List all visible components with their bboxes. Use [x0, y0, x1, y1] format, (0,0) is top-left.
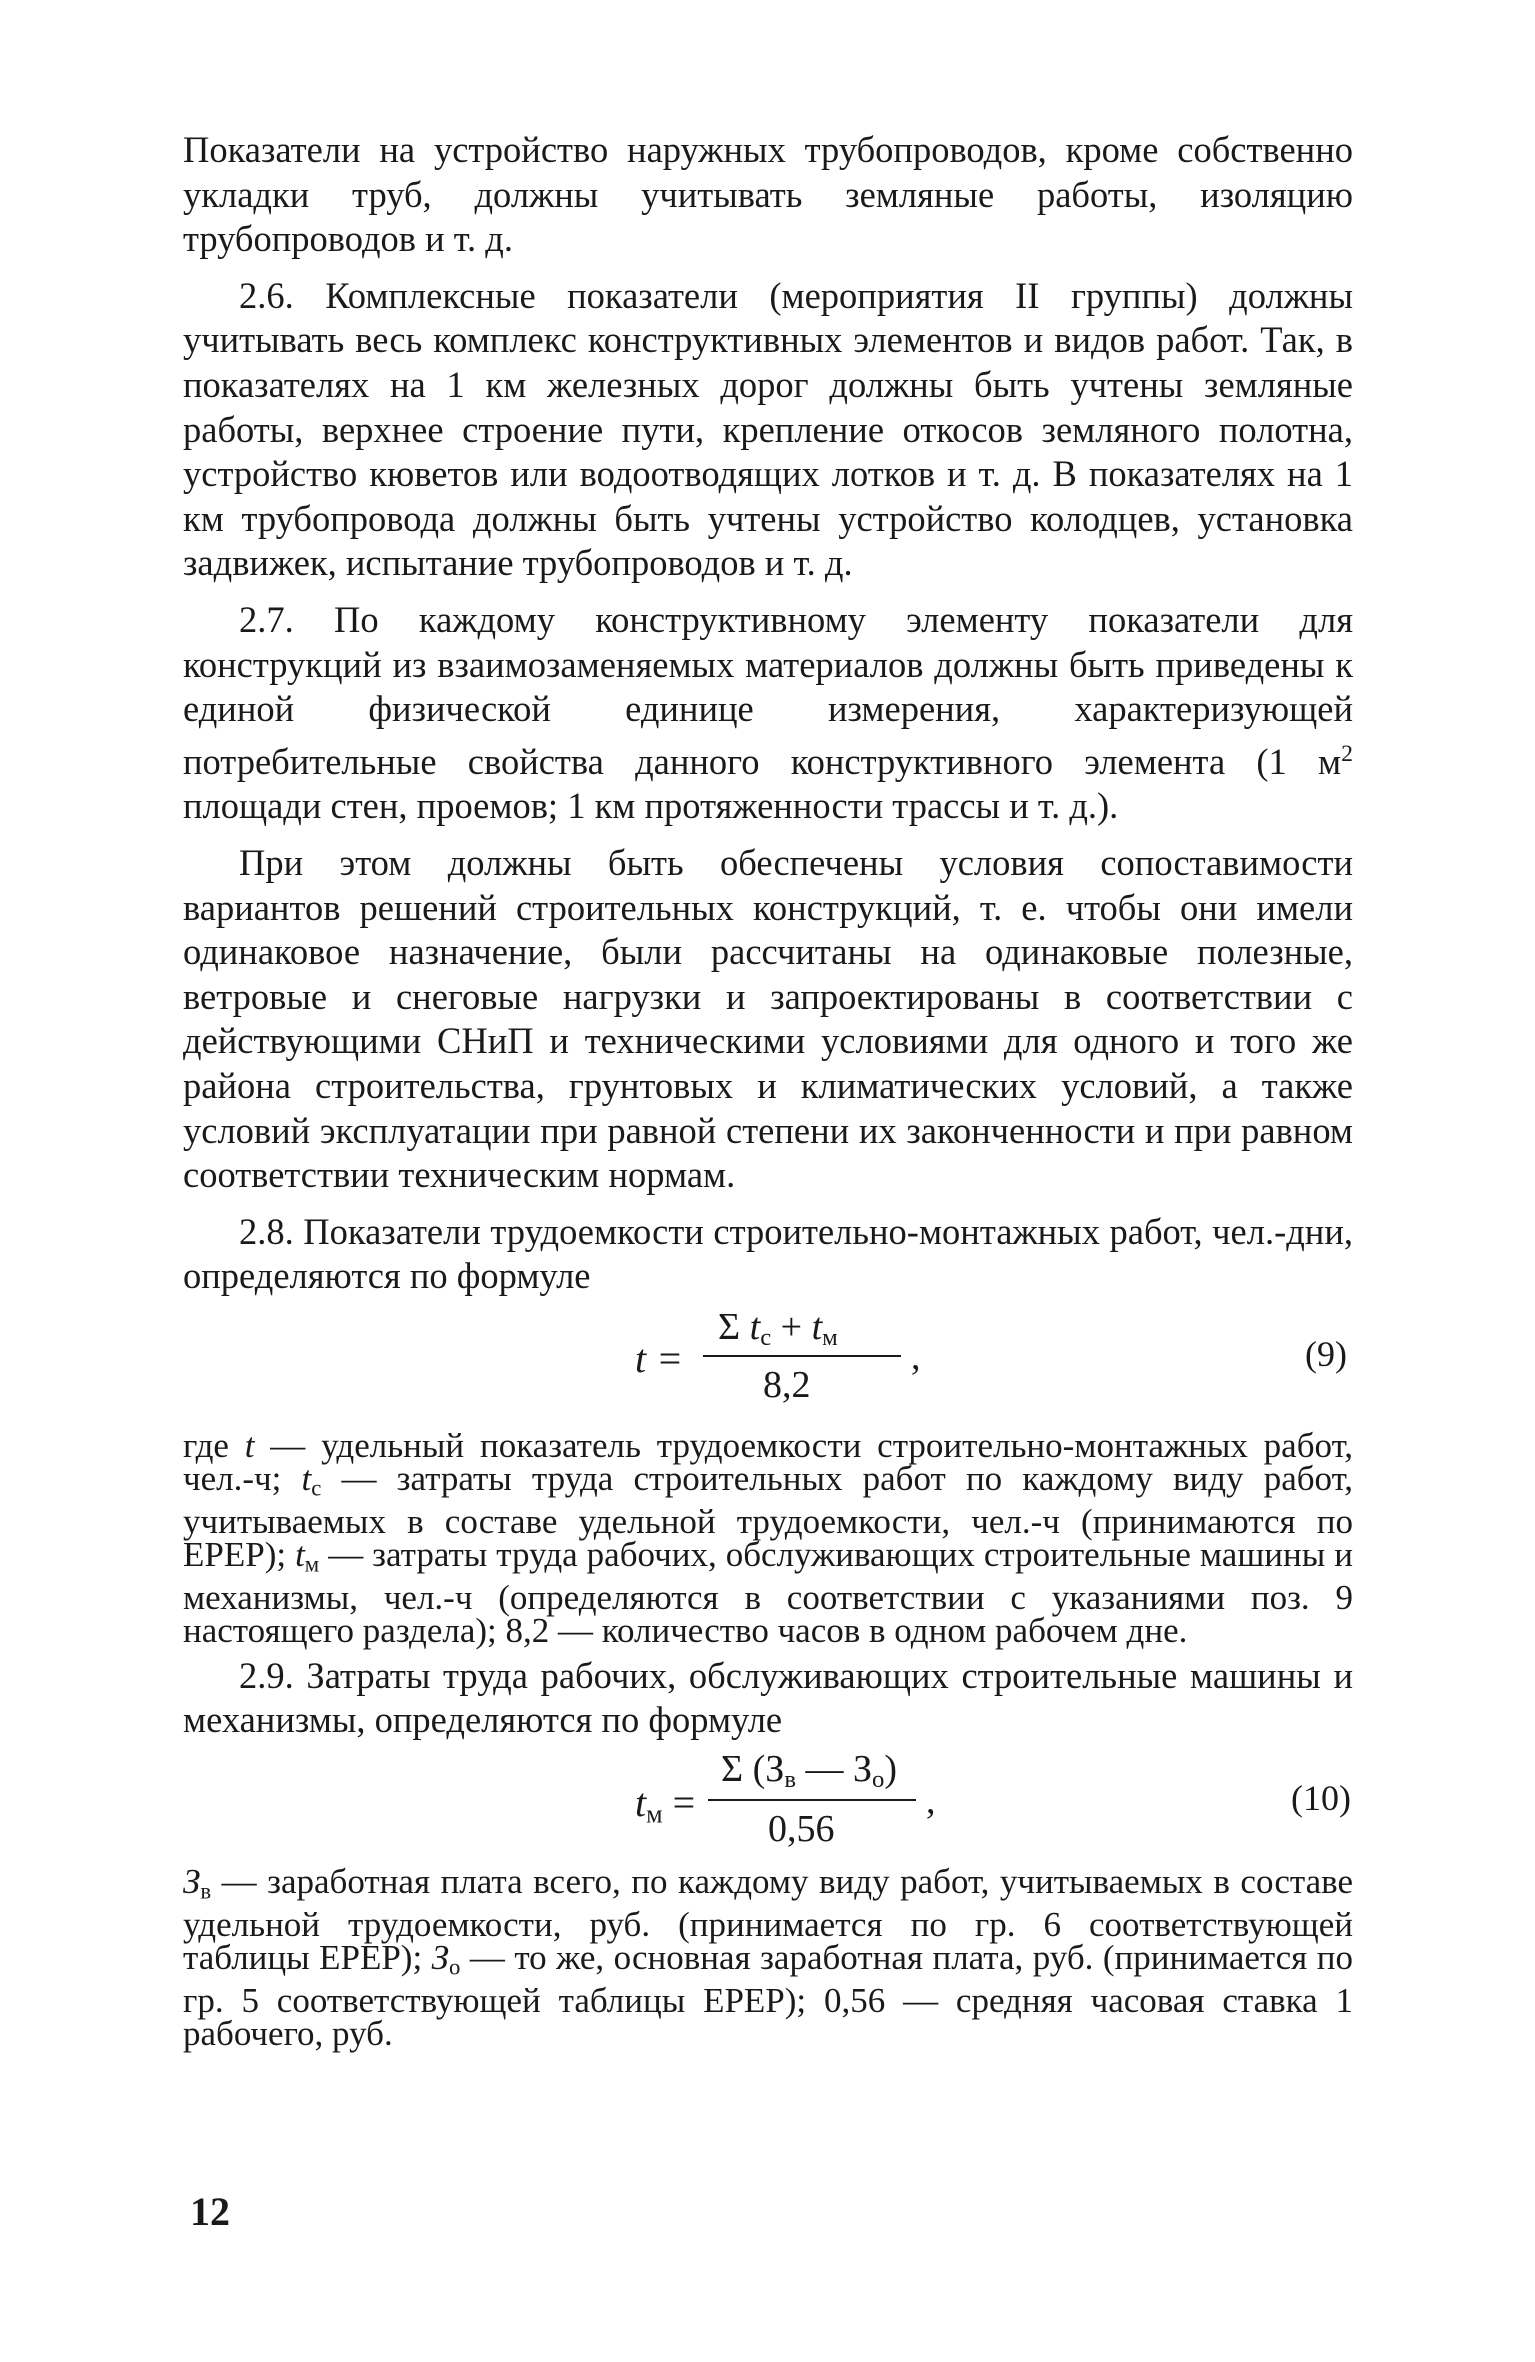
paragraph-2-9: 2.9. Затраты труда рабочих, обслуживающих строительные машины и механизмы, определяются по формуле [183, 1654, 1353, 1741]
formula-9-lhs: t = [635, 1336, 684, 1381]
formula-9-fraction-line [703, 1355, 901, 1357]
superscript-2: 2 [1341, 740, 1353, 767]
formula-9 [183, 1299, 1353, 1423]
paragraph-2-8: 2.8. Показатели трудоемкости строительно-монтажных работ, чел.-дни, определяются по формуле [183, 1210, 1353, 1297]
formula-10-explanation: $З_в$ — заработная плата всего, по каждому виду работ, учитываемых в составе удельной трудоемкости, руб. (принимается по гр. 6 соответствующей таблицы ЕРЕР); $З_о$ — то же, основная заработная плата, руб. (принимается по гр. 5 соответствующей таблицы ЕРЕР); 0,56 — средняя часовая ставка 1 рабочего, руб. [183, 1861, 1353, 2053]
formula-9-comma: , [911, 1336, 921, 1378]
paragraph-2-7-text-b: площади стен, проемов; 1 км протяженности трассы и т. д.). [183, 785, 1119, 827]
formula-9-number: (9) [1305, 1334, 1347, 1374]
formula-10-lhs: $t_м$ = [635, 1779, 696, 1829]
paragraph-2-6: 2.6. Комплексные показатели (мероприятия II группы) должны учитывать весь комплекс конструктивных элементов и видов работ. Так, в показателях на 1 км железных дорог должны быть учтены земляные работы, верхнее строение пути, крепление откосов земляного полотна, устройство кюветов или водоотводящих лотков и т. д. В показателях на 1 км трубопровода должны быть учтены устройство колодцев, установка задвижек, испытание трубопроводов и т. д. [183, 274, 1353, 584]
formula-10-comma: , [926, 1779, 936, 1822]
page-number: 12 [190, 2189, 230, 2234]
formula-10 [183, 1743, 1353, 1861]
paragraph-2-7 [183, 598, 1353, 829]
page-body [183, 128, 1353, 2053]
formula-9-explanation: где t — удельный показатель трудоемкости строительно-монтажных работ, чел.-ч; $t_с$ — затраты труда строительных работ по каждому виду работ, учитываемых в составе удельной трудоемкости, чел.-ч (принимаются по ЕРЕР); $t_м$ — затраты труда рабочих, обслуживающих строительные машины и механизмы, чел.-ч (определяются в соответствии с указаниями поз. 9 настоящего раздела); 8,2 — количество часов в одном рабочем дне. [183, 1426, 1353, 1651]
paragraph-comparability: При этом должны быть обеспечены условия сопоставимости вариантов решений строительных конструкций, т. е. чтобы они имели одинаковое назначение, были рассчитаны на одинаковые полезные, ветровые и снеговые нагрузки и запроектированы в соответствии с действующими СНиП и техническими условиями для одного и того же района строительства, грунтовых и климатических условий, а также условий эксплуатации при равной степени их законченности и при равном соответствии техническим нормам. [183, 842, 1353, 1196]
formula-10-fraction-line [708, 1799, 916, 1801]
paragraph-2-7-text-a: 2.7. По каждому конструктивному элементу показатели для конструкций из взаимозаменяемых материалов должны быть приведены к единой физической единице измерения, характеризующей потребительные свойства данного конструктивного элемента (1 м [183, 598, 1353, 782]
formula-10-denominator: 0,56 [768, 1807, 835, 1850]
paragraph-pipelines: Показатели на устройство наружных трубопроводов, кроме собственно укладки труб, должны учитывать земляные работы, изоляцию трубопроводов и т. д. [183, 129, 1353, 260]
formula-9-denominator: 8,2 [763, 1364, 811, 1406]
formula-10-numerator: Σ ($З_в$ — $З_о$) [721, 1747, 898, 1793]
formula-10-number: (10) [1291, 1777, 1351, 1818]
formula-9-numerator: Σ $t_с + t_м$ [718, 1306, 838, 1352]
